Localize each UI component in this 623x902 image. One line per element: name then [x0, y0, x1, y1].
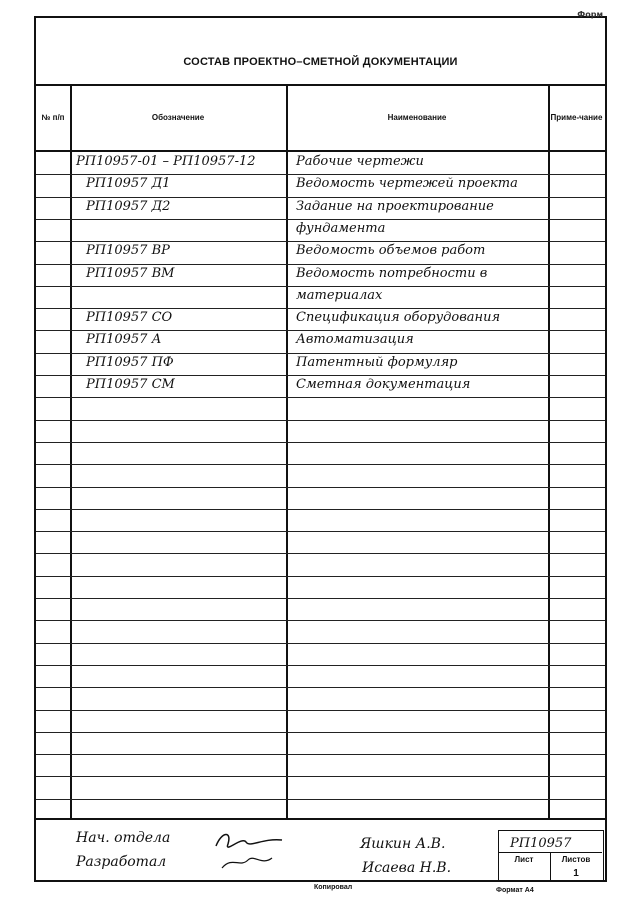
role-developer: Разработал [76, 854, 167, 870]
row-name: Ведомость потребности в [296, 265, 488, 281]
row-name: Автоматизация [296, 332, 414, 348]
row-line [36, 643, 605, 644]
row-line [36, 487, 605, 488]
header-num: № п/п [41, 113, 65, 122]
row-line [36, 375, 605, 376]
row-line [36, 531, 605, 532]
row-name: Патентный формуляр [296, 354, 458, 370]
signature-head [212, 826, 302, 876]
row-name: Сметная документация [296, 377, 471, 392]
row-line [36, 665, 605, 666]
document-sheet [34, 16, 607, 882]
row-line [36, 264, 605, 265]
row-line [36, 464, 605, 465]
row-name: фундамента [296, 220, 386, 236]
row-name: материалах [296, 287, 383, 303]
row-designation: РП10957-01 – РП10957-12 [76, 154, 256, 169]
row-designation: РП10957 СМ [86, 377, 175, 392]
row-line [36, 308, 605, 309]
copied-label: Копировал [314, 884, 353, 891]
row-name: Задание на проектирование [296, 198, 494, 214]
header-note: Приме-чание [550, 113, 603, 122]
row-line [36, 509, 605, 510]
row-name: Спецификация оборудования [296, 310, 501, 326]
row-line [36, 330, 605, 331]
header-name: Наименование [387, 113, 447, 122]
row-designation: РП10957 ВР [86, 243, 170, 259]
role-head: Нач. отдела [76, 830, 171, 846]
row-line [36, 620, 605, 621]
row-line [36, 197, 605, 198]
row-line [36, 286, 605, 287]
title-band [36, 18, 605, 86]
format-label: Формат А4 [496, 887, 534, 894]
row-line [36, 174, 605, 175]
sheets-value: 1 [573, 867, 579, 879]
row-line [36, 442, 605, 443]
row-designation: РП10957 ПФ [86, 354, 174, 370]
row-line [36, 420, 605, 421]
sheets-label: Листов [561, 854, 591, 864]
row-line [36, 710, 605, 711]
table-header [36, 86, 605, 152]
person-developer: Исаева Н.В. [362, 860, 452, 876]
row-designation: РП10957 Д2 [86, 198, 171, 214]
doc-code: РП10957 [510, 836, 572, 851]
sheet-label: Лист [514, 854, 534, 864]
row-name: Рабочие чертежи [296, 154, 424, 169]
row-designation: РП10957 А [86, 332, 162, 348]
row-designation: РП10957 Д1 [86, 176, 171, 192]
row-line [36, 219, 605, 220]
row-line [36, 732, 605, 733]
person-head: Яшкин А.В. [360, 836, 446, 852]
row-name: Ведомость чертежей проекта [296, 176, 518, 192]
row-line [36, 241, 605, 242]
row-line [36, 799, 605, 800]
row-line [36, 776, 605, 777]
row-line [36, 576, 605, 577]
row-line [36, 553, 605, 554]
row-name: Ведомость объемов работ [296, 243, 486, 259]
row-designation: РП10957 СО [86, 310, 173, 326]
row-line [36, 353, 605, 354]
document-title: СОСТАВ ПРОЕКТНО–СМЕТНОЙ ДОКУМЕНТАЦИИ [183, 56, 458, 68]
header-designation: Обозначение [151, 113, 205, 122]
row-line [36, 598, 605, 599]
row-designation: РП10957 ВМ [86, 265, 175, 281]
row-line [36, 754, 605, 755]
page-corner-label: Форм [577, 10, 603, 19]
row-line [36, 687, 605, 688]
footer-divider [36, 818, 605, 820]
row-line [36, 397, 605, 398]
